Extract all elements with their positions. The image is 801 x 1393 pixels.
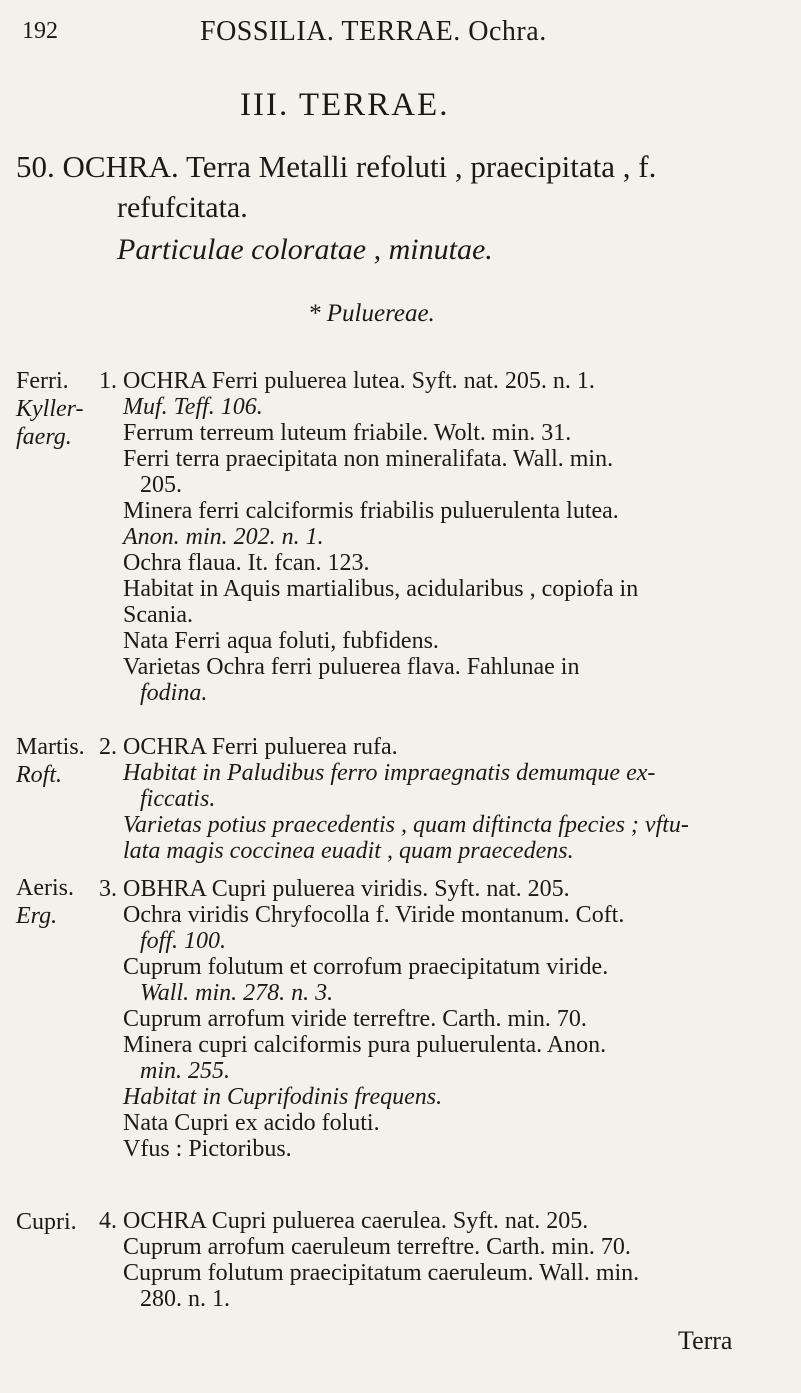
margin-note-martis: [16, 733, 85, 789]
section-title: III. TERRAE.: [240, 87, 450, 123]
entry-line: Varietas Ochra ferri puluerea flava. Fahlunae in: [123, 654, 580, 680]
entry-line: Scania.: [123, 602, 193, 628]
entry-line: 4. OCHRA Cupri puluerea caerulea. Syft. nat. 205.: [99, 1208, 589, 1234]
entry-line: Muf. Teff. 106.: [123, 394, 263, 420]
margin-note-line: Kyller-: [16, 396, 84, 422]
entry-line: Minera ferri calciformis friabilis puluerulenta lutea.: [123, 498, 619, 524]
entry-line: Cuprum arrofum viride terreftre. Carth. min. 70.: [123, 1006, 587, 1032]
margin-note-line: Erg.: [16, 903, 58, 929]
entry-line: lata magis coccinea euadit , quam praecedens.: [123, 838, 574, 864]
entry-line: Ochra flaua. It. fcan. 123.: [123, 550, 370, 576]
entry-line: Nata Cupri ex acido foluti.: [123, 1110, 380, 1136]
entry-line: fodina.: [140, 680, 208, 706]
margin-note-line: Ferri.: [16, 368, 69, 394]
margin-note-ferri: [16, 367, 84, 451]
entry-line: ficcatis.: [140, 786, 216, 812]
page-number: 192: [22, 18, 58, 44]
entry-line: Varietas potius praecedentis , quam diftincta fpecies ; vftu-: [123, 812, 689, 838]
entry-line: 3. OBHRA Cupri puluerea viridis. Syft. nat. 205.: [99, 876, 570, 902]
entry-line: Habitat in Paludibus ferro impraegnatis demumque ex-: [123, 760, 656, 786]
entry-line: Habitat in Cuprifodinis frequens.: [123, 1084, 443, 1110]
catchword: Terra: [678, 1326, 733, 1355]
entry-line: Cuprum arrofum caeruleum terreftre. Carth. min. 70.: [123, 1234, 631, 1260]
entry-line: Cuprum folutum et corrofum praecipitatum viride.: [123, 954, 609, 980]
entry-line: Ochra viridis Chryfocolla f. Viride montanum. Coft.: [123, 902, 625, 928]
entry-line: Habitat in Aquis martialibus, acidularibus , copiofa in: [123, 576, 639, 602]
article-heading-continued: refufcitata.: [117, 191, 248, 224]
margin-note-line: Roft.: [16, 762, 62, 788]
subsection-title: * Puluereae.: [308, 300, 435, 327]
entry-line: 1. OCHRA Ferri puluerea lutea. Syft. nat. 205. n. 1.: [99, 368, 595, 394]
entry-line: Minera cupri calciformis pura puluerulenta. Anon.: [123, 1032, 607, 1058]
running-title: FOSSILIA. TERRAE. Ochra.: [200, 16, 547, 47]
entry-line: 280. n. 1.: [140, 1286, 230, 1312]
margin-note-line: Cupri.: [16, 1209, 77, 1235]
margin-note-line: Aeris.: [16, 875, 74, 901]
entry-line: 2. OCHRA Ferri puluerea rufa.: [99, 734, 398, 760]
article-description: Particulae coloratae , minutae.: [117, 233, 493, 266]
entry-line: Nata Ferri aqua foluti, fubfidens.: [123, 628, 439, 654]
margin-note-line: Martis.: [16, 734, 85, 760]
entry-line: Cuprum folutum praecipitatum caeruleum. Wall. min.: [123, 1260, 640, 1286]
article-heading: 50. OCHRA. Terra Metalli refoluti , praecipitata , f.: [16, 149, 657, 184]
entry-line: min. 255.: [140, 1058, 230, 1084]
entry-line: Ferrum terreum luteum friabile. Wolt. min. 31.: [123, 420, 572, 446]
entry-line: foff. 100.: [140, 928, 227, 954]
margin-note-line: faerg.: [16, 424, 72, 450]
entry-line: Vfus : Pictoribus.: [123, 1136, 292, 1162]
entry-line: Ferri terra praecipitata non mineralifata. Wall. min.: [123, 446, 614, 472]
entry-line: 205.: [140, 472, 182, 498]
entry-line: Wall. min. 278. n. 3.: [140, 980, 334, 1006]
margin-note-cupri: [16, 1208, 77, 1236]
margin-note-aeris: [16, 874, 74, 930]
entry-line: Anon. min. 202. n. 1.: [123, 524, 324, 550]
